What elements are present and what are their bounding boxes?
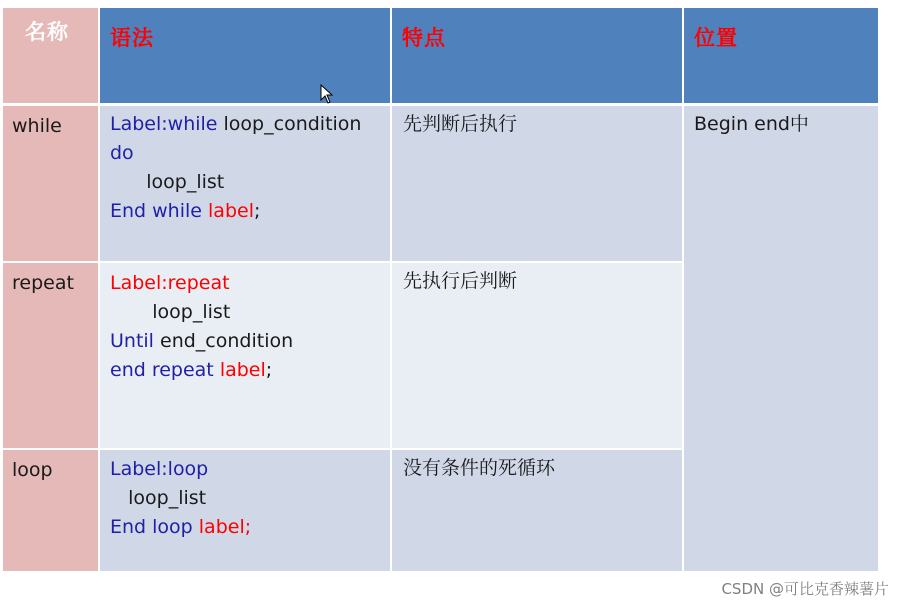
header-name-cell <box>3 8 98 103</box>
code-token: ; <box>265 359 273 381</box>
code-token: End loop <box>110 516 199 538</box>
position-cell <box>684 106 878 571</box>
syntax-cell-repeat <box>100 263 390 448</box>
code-token: Label:while <box>110 113 224 135</box>
code-line <box>110 484 251 513</box>
name-cell-loop <box>3 450 98 571</box>
header-syntax-cell <box>100 8 390 103</box>
header-position-cell <box>684 8 878 103</box>
code-token: Label:repeat <box>110 272 230 294</box>
syntax-cell-while <box>100 106 390 261</box>
code-token: label; <box>198 516 252 538</box>
code-line <box>110 455 251 484</box>
syntax-cell-loop <box>100 450 390 571</box>
code-token: loop_list <box>110 171 225 193</box>
code-token: end repeat <box>110 359 220 381</box>
feature-cell-loop <box>392 450 682 571</box>
position-value: Begin end中 <box>694 113 809 135</box>
feature-loop: 没有条件的死循环 <box>403 457 556 479</box>
code-line <box>110 327 293 356</box>
header-syntax: 语法 <box>110 26 154 50</box>
name-cell-while <box>3 106 98 261</box>
code-line <box>110 197 361 226</box>
code-line <box>110 513 251 542</box>
code-line <box>110 298 293 327</box>
feature-while: 先判断后执行 <box>403 113 518 135</box>
code-line <box>110 139 361 168</box>
header-feature: 特点 <box>402 26 446 50</box>
code-line <box>110 168 361 197</box>
feature-cell-while <box>392 106 682 261</box>
code-line <box>110 269 293 298</box>
name-while: while <box>12 115 62 137</box>
watermark: CSDN @可比克香辣薯片 <box>721 580 889 598</box>
code-token: do <box>110 142 134 164</box>
code-token: Label:loop <box>110 458 209 480</box>
name-loop: loop <box>12 459 53 481</box>
mouse-cursor-icon <box>320 84 334 104</box>
feature-cell-repeat <box>392 263 682 448</box>
code-token: Until <box>110 330 160 352</box>
code-line <box>110 110 361 139</box>
code-token: loop_list <box>110 301 231 323</box>
header-name: 名称 <box>25 20 69 44</box>
code-line <box>110 356 293 385</box>
code-token: label <box>219 359 266 381</box>
syntax-while <box>110 110 361 226</box>
code-token: loop_condition <box>223 113 362 135</box>
code-token: End while <box>110 200 209 222</box>
code-token: ; <box>253 200 261 222</box>
code-token: loop_list <box>110 487 207 509</box>
syntax-loop <box>110 455 251 542</box>
feature-repeat: 先执行后判断 <box>403 270 518 292</box>
header-position: 位置 <box>694 26 738 50</box>
name-cell-repeat <box>3 263 98 448</box>
code-token: end_condition <box>160 330 294 352</box>
name-repeat: repeat <box>12 272 74 294</box>
header-feature-cell <box>392 8 682 103</box>
code-token: label <box>208 200 254 222</box>
syntax-repeat <box>110 269 293 385</box>
